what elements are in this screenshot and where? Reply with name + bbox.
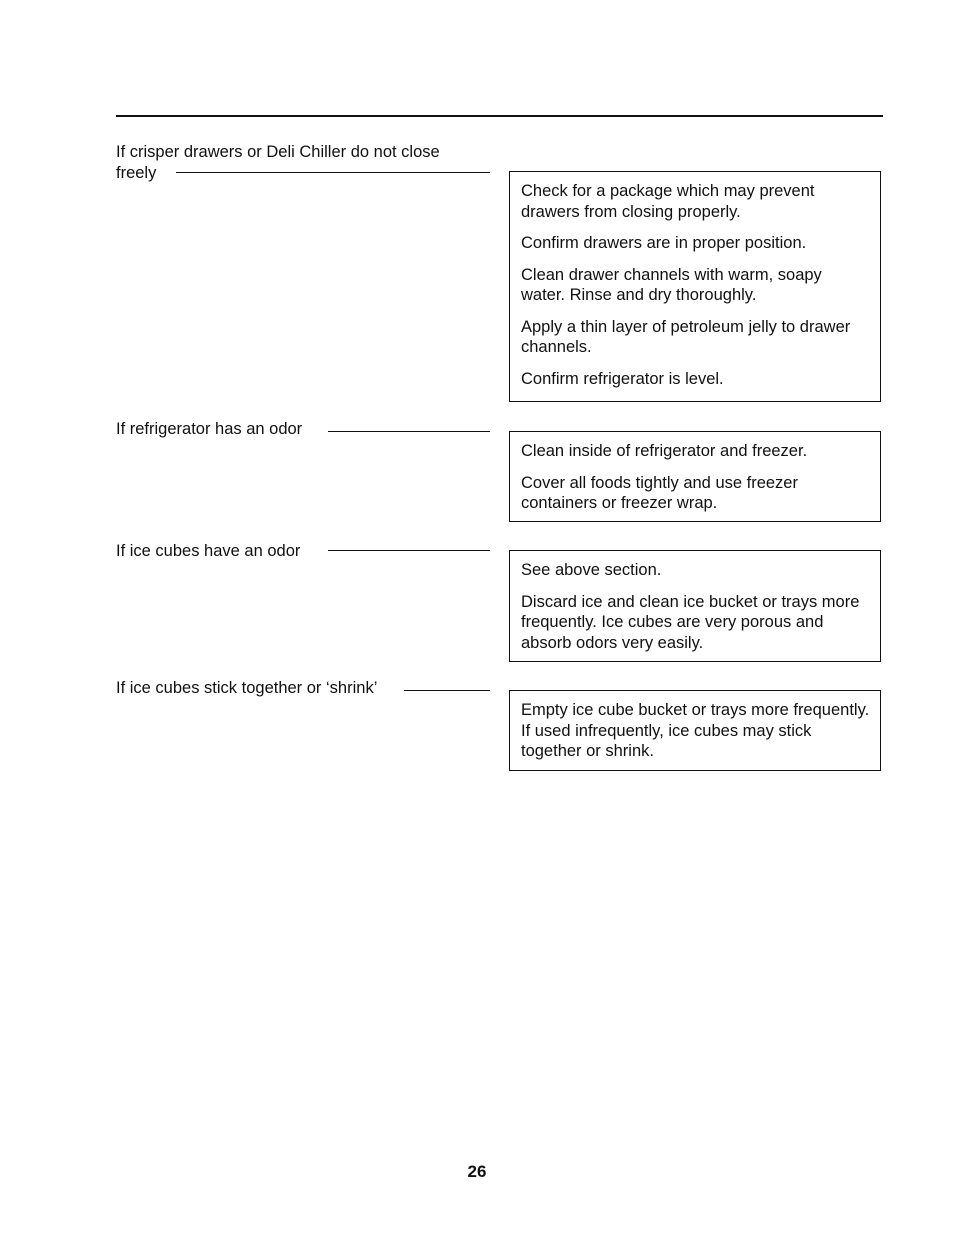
problem-text-line2: freely [116, 164, 157, 182]
solution-box-ice-stick [509, 690, 881, 771]
problem-ice-odor: If ice cubes have an odor [116, 542, 301, 560]
page-number: 26 [467, 1162, 487, 1181]
solution-item: Check for a package which may prevent drawers from closing properly. [521, 182, 815, 221]
solution-item: Confirm drawers are in proper position. [521, 234, 807, 252]
solution-item: Confirm refrigerator is level. [521, 369, 724, 388]
solution-box-ice-odor [509, 550, 881, 662]
problem-text-line1: If crisper drawers or Deli Chiller do not close [116, 143, 440, 161]
problem-crisper-drawers [116, 142, 440, 184]
leader-line [328, 550, 490, 551]
solution-item: Clean inside of refrigerator and freezer. [521, 442, 808, 460]
problem-ice-stick: If ice cubes stick together or ‘shrink’ [116, 679, 378, 697]
solution-box-crisper [509, 171, 881, 402]
solution-box-odor [509, 431, 881, 522]
solution-item: Discard ice and clean ice bucket or trays more frequently. Ice cubes are very porous and absorb odors very easily. [521, 592, 860, 652]
solution-item: Apply a thin layer of petroleum jelly to drawer channels. [521, 317, 851, 356]
leader-line [328, 431, 490, 432]
solution-item: See above section. [521, 561, 662, 579]
solution-item: Empty ice cube bucket or trays more frequently. If used infrequently, ice cubes may stick together or shrink. [521, 701, 870, 760]
leader-line [176, 172, 490, 173]
problem-refrigerator-odor: If refrigerator has an odor [116, 420, 303, 438]
top-rule [116, 115, 883, 117]
solution-item: Cover all foods tightly and use freezer containers or freezer wrap. [521, 473, 798, 512]
leader-line [404, 690, 490, 691]
solution-item: Clean drawer channels with warm, soapy water. Rinse and dry thoroughly. [521, 265, 822, 304]
